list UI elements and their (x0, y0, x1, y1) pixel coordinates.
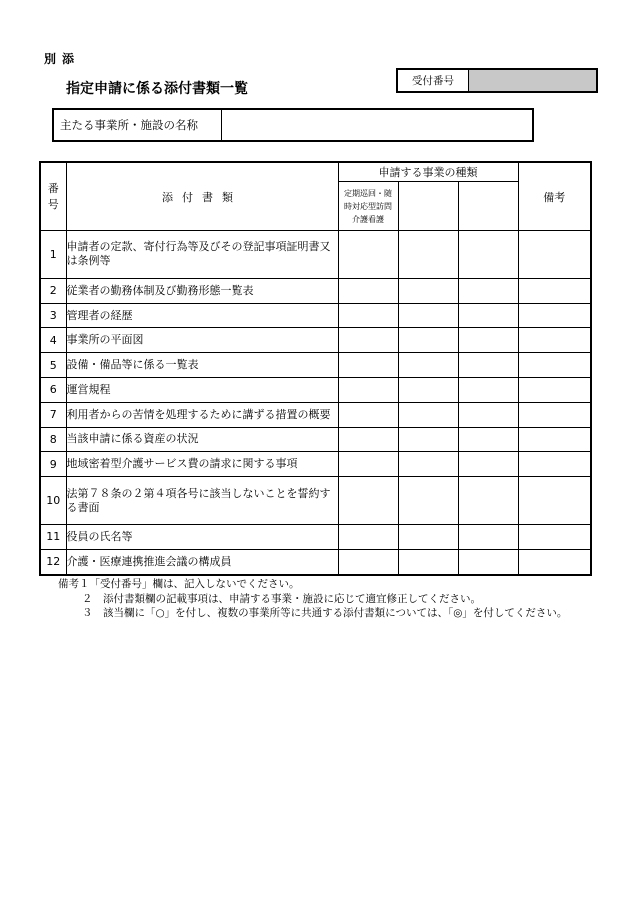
document-name: 事業所の平面図 (66, 328, 338, 353)
check-cell[interactable] (458, 525, 518, 550)
check-cell[interactable] (398, 452, 458, 477)
check-cell[interactable] (338, 378, 398, 403)
header-type-col-2 (398, 182, 458, 231)
header-type-col-1-text: 定期巡回・随時対応型訪問介護看護 (344, 188, 392, 224)
check-cell[interactable] (458, 328, 518, 353)
table-row (40, 525, 591, 550)
check-cell[interactable] (338, 231, 398, 279)
check-cell[interactable] (458, 477, 518, 525)
row-number: 1 (40, 231, 66, 279)
check-cell[interactable] (398, 278, 458, 303)
check-cell[interactable] (338, 402, 398, 427)
check-cell[interactable] (338, 328, 398, 353)
row-number: 10 (40, 477, 66, 525)
document-name: 管理者の経歴 (66, 303, 338, 328)
check-cell[interactable] (338, 549, 398, 575)
facility-name-label: 主たる事業所・施設の名称 (54, 110, 222, 140)
header-business-types: 申請する事業の種類 (338, 162, 518, 182)
remarks-cell[interactable] (518, 477, 591, 525)
check-cell[interactable] (338, 353, 398, 378)
table-row (40, 278, 591, 303)
receipt-number-box (396, 68, 598, 93)
header-number (40, 162, 66, 231)
check-cell[interactable] (458, 378, 518, 403)
remarks-cell[interactable] (518, 427, 591, 452)
document-name: 役員の氏名等 (66, 525, 338, 550)
table-row (40, 353, 591, 378)
facility-name-field[interactable] (222, 110, 532, 140)
header-documents: 添付書類 (66, 162, 338, 231)
row-number: 11 (40, 525, 66, 550)
row-number: 2 (40, 278, 66, 303)
table-row (40, 378, 591, 403)
header-type-col-1 (338, 182, 398, 231)
check-cell[interactable] (458, 549, 518, 575)
check-cell[interactable] (338, 278, 398, 303)
header-number-text: 番号 (47, 181, 59, 211)
check-cell[interactable] (458, 353, 518, 378)
table-row (40, 477, 591, 525)
row-number: 12 (40, 549, 66, 575)
table-row (40, 231, 591, 279)
check-cell[interactable] (458, 278, 518, 303)
check-cell[interactable] (398, 549, 458, 575)
document-name: 当該申請に係る資産の状況 (66, 427, 338, 452)
header-type-col-3 (458, 182, 518, 231)
check-cell[interactable] (398, 427, 458, 452)
row-number: 4 (40, 328, 66, 353)
check-cell[interactable] (458, 303, 518, 328)
check-cell[interactable] (338, 303, 398, 328)
remarks-cell[interactable] (518, 328, 591, 353)
check-cell[interactable] (338, 427, 398, 452)
check-cell[interactable] (398, 477, 458, 525)
table-row (40, 549, 591, 575)
check-cell[interactable] (458, 231, 518, 279)
notes (58, 577, 567, 621)
document-name: 利用者からの苦情を処理するために講ずる措置の概要 (66, 402, 338, 427)
remarks-cell[interactable] (518, 402, 591, 427)
check-cell[interactable] (398, 353, 458, 378)
note-line: ２ 添付書類欄の記載事項は、申請する事業・施設に応じて適宜修正してください。 (82, 592, 481, 605)
facility-name-box (52, 108, 534, 142)
attachment-documents-table (39, 161, 592, 576)
check-cell[interactable] (398, 328, 458, 353)
row-number: 6 (40, 378, 66, 403)
document-name: 法第７８条の２第４項各号に該当しないことを誓約する書面 (66, 477, 338, 525)
table-row (40, 452, 591, 477)
row-number: 8 (40, 427, 66, 452)
check-cell[interactable] (398, 525, 458, 550)
document-name: 運営規程 (66, 378, 338, 403)
check-cell[interactable] (338, 525, 398, 550)
remarks-cell[interactable] (518, 452, 591, 477)
table-row (40, 427, 591, 452)
check-cell[interactable] (338, 452, 398, 477)
check-cell[interactable] (398, 303, 458, 328)
remarks-cell[interactable] (518, 303, 591, 328)
receipt-number-field[interactable] (469, 70, 596, 91)
page-title: 指定申請に係る添付書類一覧 (66, 81, 248, 97)
remarks-cell[interactable] (518, 525, 591, 550)
remarks-cell[interactable] (518, 378, 591, 403)
document-name: 従業者の勤務体制及び勤務形態一覧表 (66, 278, 338, 303)
check-cell[interactable] (458, 452, 518, 477)
receipt-number-label: 受付番号 (398, 70, 469, 91)
document-name: 申請者の定款、寄付行為等及びその登記事項証明書又は条例等 (66, 231, 338, 279)
check-cell[interactable] (458, 402, 518, 427)
remarks-cell[interactable] (518, 231, 591, 279)
note-line: ３ 該当欄に「○」を付し、複数の事業所等に共通する添付書類については、「◎」を付してください。 (82, 607, 568, 619)
header-remarks: 備考 (518, 162, 591, 231)
table-row (40, 328, 591, 353)
check-cell[interactable] (338, 477, 398, 525)
check-cell[interactable] (398, 402, 458, 427)
note-line: 備考１「受付番号」欄は、記入しないでください。 (58, 578, 300, 590)
remarks-cell[interactable] (518, 278, 591, 303)
row-number: 9 (40, 452, 66, 477)
row-number: 3 (40, 303, 66, 328)
check-cell[interactable] (398, 378, 458, 403)
table-row (40, 303, 591, 328)
row-number: 5 (40, 353, 66, 378)
check-cell[interactable] (398, 231, 458, 279)
table-row (40, 402, 591, 427)
check-cell[interactable] (458, 427, 518, 452)
document-name: 介護・医療連携推進会議の構成員 (66, 549, 338, 575)
document-name: 地域密着型介護サービス費の請求に関する事項 (66, 452, 338, 477)
remarks-cell[interactable] (518, 353, 591, 378)
row-number: 7 (40, 402, 66, 427)
document-name: 設備・備品等に係る一覧表 (66, 353, 338, 378)
remarks-cell[interactable] (518, 549, 591, 575)
attachment-label: 別添 (44, 52, 81, 66)
